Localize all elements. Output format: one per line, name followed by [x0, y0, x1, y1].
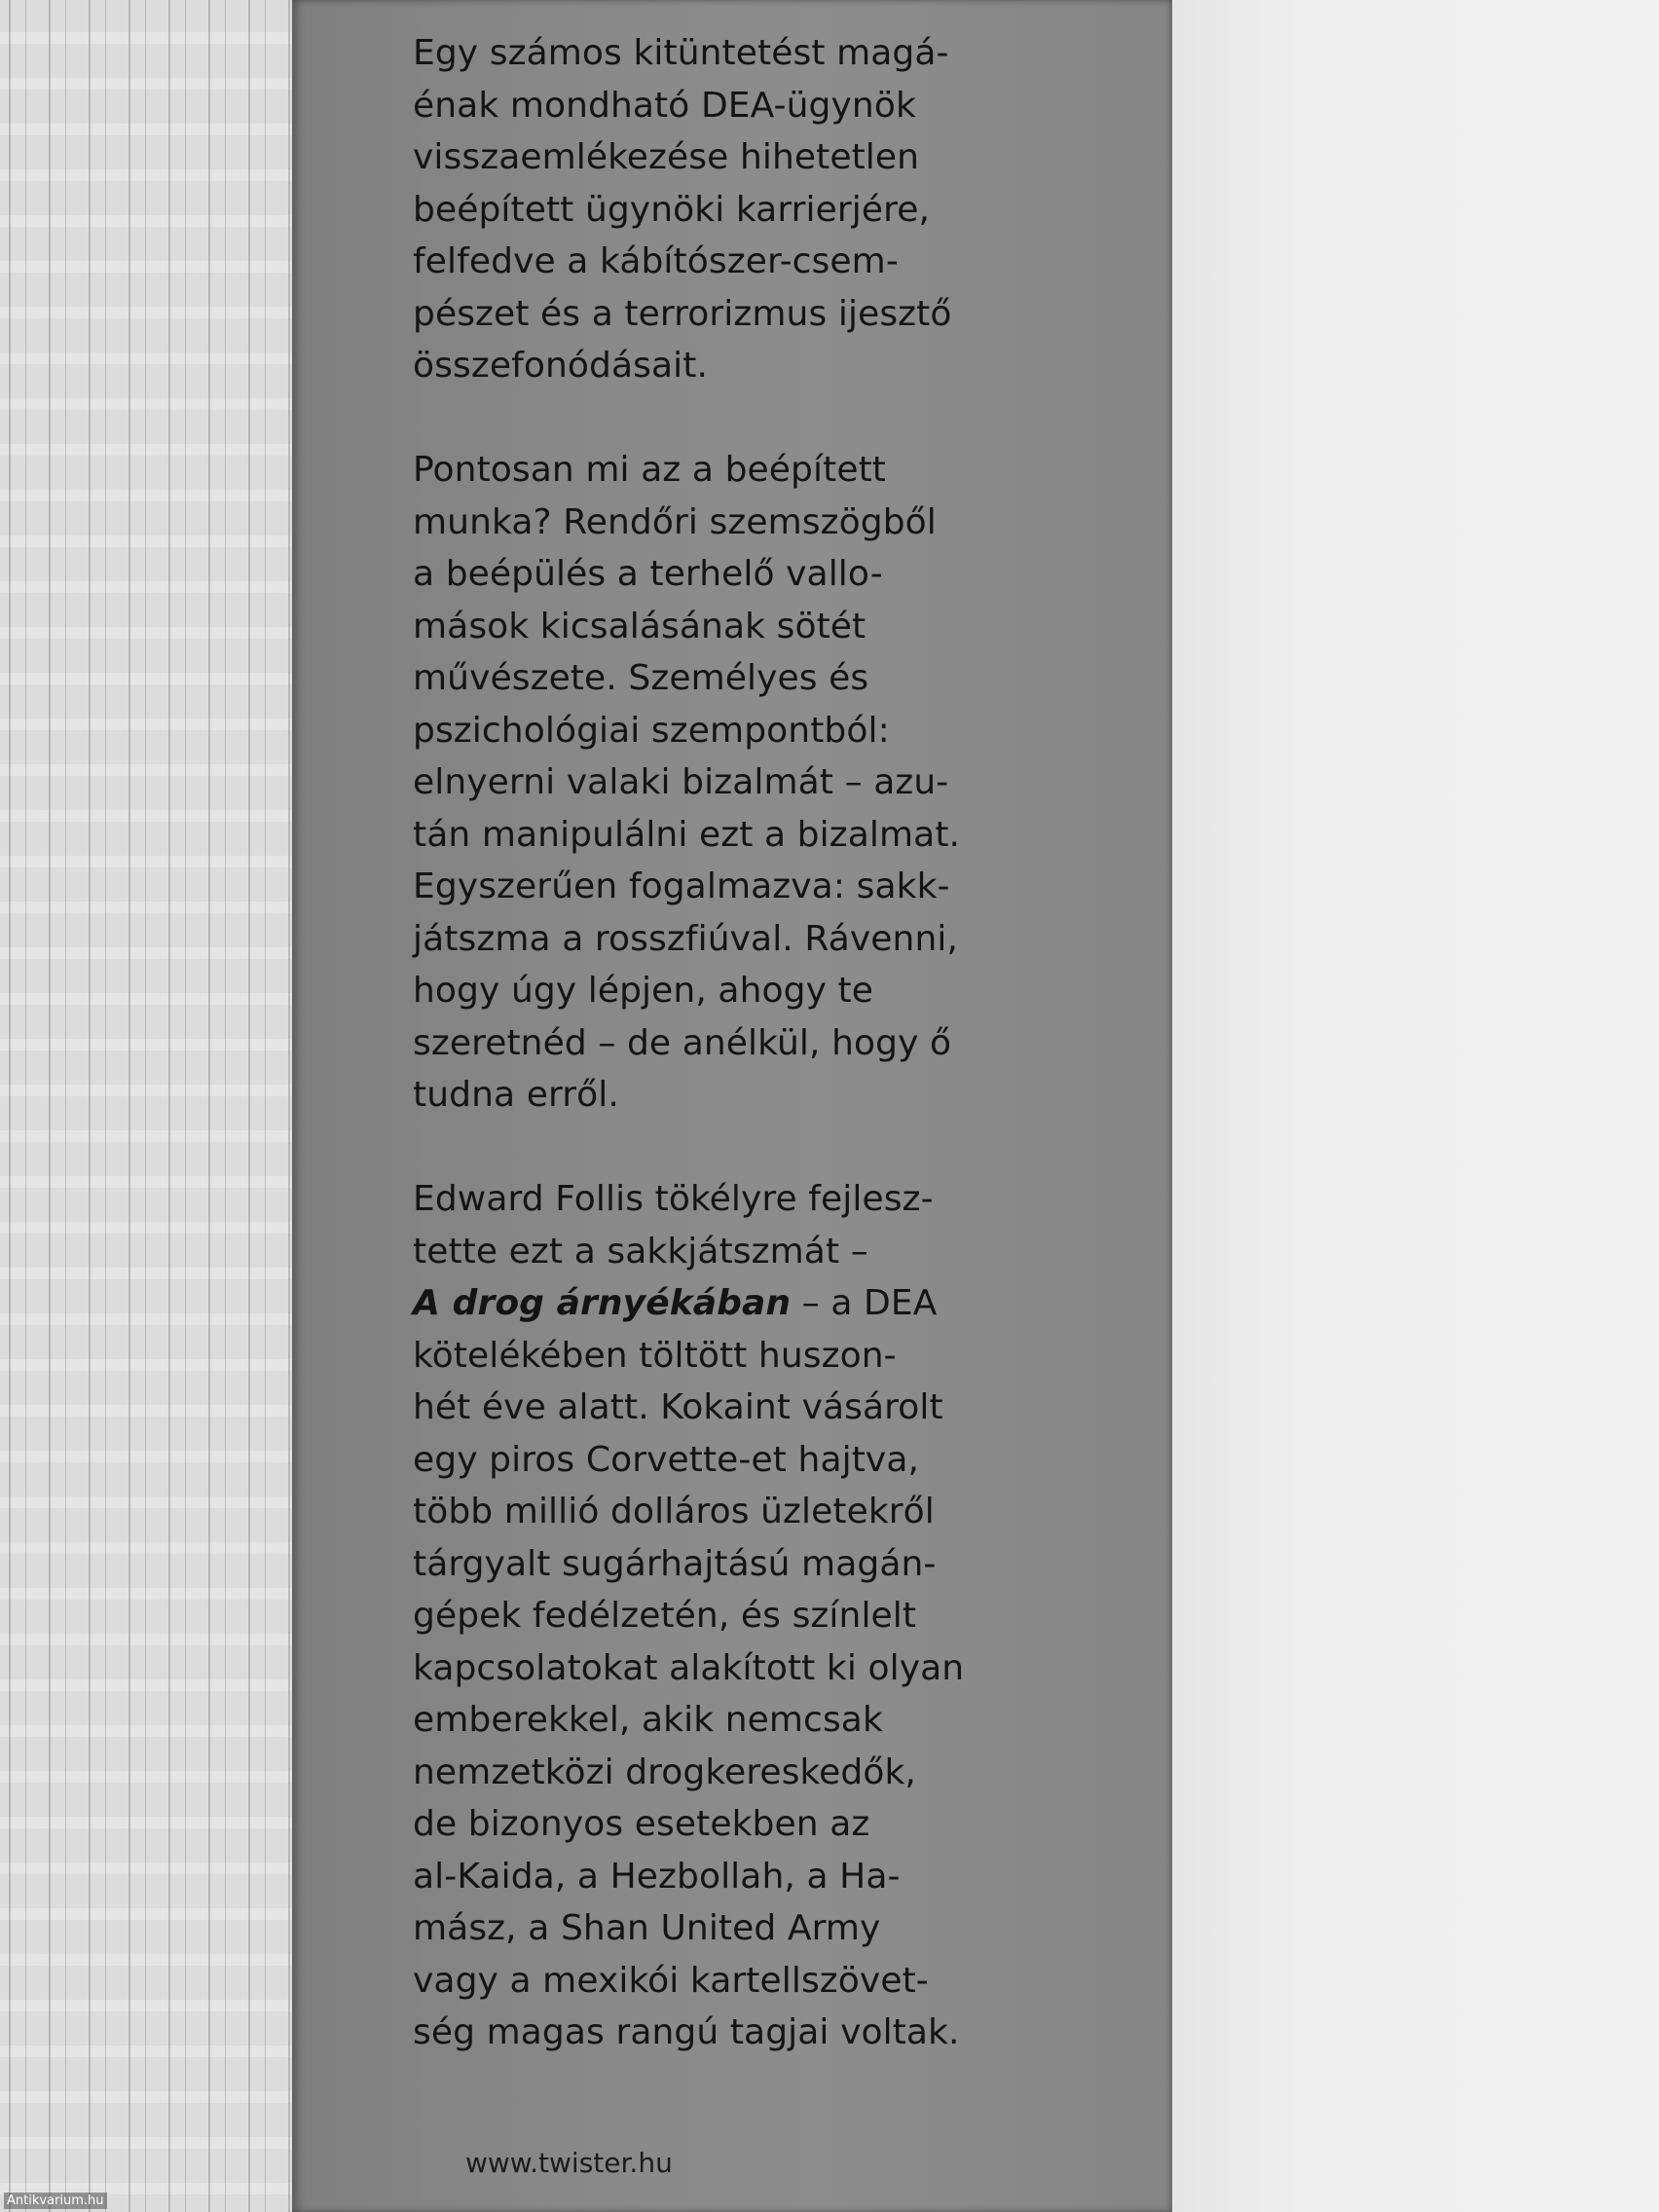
- text-line: összefonódásait.: [413, 346, 709, 386]
- text-line: Egy számos kitüntetést magá-: [413, 33, 949, 73]
- text-line: Edward Follis tökélyre fejlesz-: [413, 1179, 934, 1219]
- text-line: tudna erről.: [413, 1075, 619, 1115]
- text-line: emberekkel, akik nemcsak: [413, 1700, 883, 1740]
- paragraph-2: [413, 444, 1094, 1122]
- text-line: egy piros Corvette-et hajtva,: [413, 1439, 920, 1480]
- text-line: tán manipulálni ezt a bizalmat.: [413, 814, 961, 855]
- text-line: szeretnéd – de anélkül, hogy ő: [413, 1022, 952, 1063]
- paragraph-3: [413, 1173, 1094, 2059]
- text-line: hét éve alatt. Kokaint vásárolt: [413, 1387, 943, 1427]
- text-line: Egyszerűen fogalmazva: sakk-: [413, 866, 950, 906]
- text-line: pészet és a terrorizmus ijesztő: [413, 293, 952, 334]
- text-line: gépek fedélzetén, és színlelt: [413, 1596, 917, 1636]
- text-line: de bizonyos esetekben az: [413, 1804, 870, 1844]
- title-suffix: – a DEA: [791, 1283, 938, 1323]
- paragraph-1: [413, 27, 1094, 392]
- text-line: énak mondható DEA-ügynök: [413, 85, 916, 126]
- text-line: elnyerni valaki bizalmát – azu-: [413, 762, 949, 802]
- text-line: művészete. Személyes és: [413, 658, 869, 698]
- title-line: [413, 1277, 1094, 1330]
- wood-background: [0, 0, 294, 2212]
- publisher-website[interactable]: www.twister.hu: [465, 2147, 673, 2179]
- text-line: játszma a rosszfiúval. Rávenni,: [413, 918, 959, 959]
- text-line: ség magas rangú tagjai voltak.: [413, 2012, 960, 2052]
- text-line: nemzetközi drogkereskedők,: [413, 1751, 916, 1792]
- text-line: munka? Rendőri szemszögből: [413, 501, 937, 542]
- text-line: mások kicsalásának sötét: [413, 606, 866, 646]
- text-line: kötelékében töltött huszon-: [413, 1335, 897, 1376]
- text-line: vagy a mexikói kartellszövet-: [413, 1960, 929, 2001]
- text-line: kapcsolatokat alakított ki olyan: [413, 1647, 965, 1688]
- text-line: al-Kaida, a Hezbollah, a Ha-: [413, 1856, 901, 1897]
- text-line: több millió dolláros üzletekről: [413, 1492, 935, 1531]
- watermark-label: Antikvarium.hu: [4, 2193, 107, 2209]
- text-line: a beépülés a terhelő vallo-: [413, 554, 883, 594]
- book-title: A drog árnyékában: [413, 1283, 792, 1323]
- right-background: [1172, 0, 1659, 2212]
- text-line: Pontosan mi az a beépített: [413, 450, 886, 490]
- text-line: pszichológiai szempontból:: [413, 710, 890, 751]
- text-line: tárgyalt sugárhajtású magán-: [413, 1543, 937, 1584]
- text-line: felfedve a kábítószer-csem-: [413, 241, 899, 281]
- text-line: hogy úgy lépjen, ahogy te: [413, 971, 873, 1011]
- blurb-text: [413, 27, 1094, 2111]
- text-line: mász, a Shan United Army: [413, 1908, 881, 1948]
- text-line: visszaemlékezése hihetetlen: [413, 137, 920, 177]
- text-line: tette ezt a sakkjátszmát –: [413, 1231, 868, 1272]
- text-line: beépített ügynöki karrierjére,: [413, 189, 930, 230]
